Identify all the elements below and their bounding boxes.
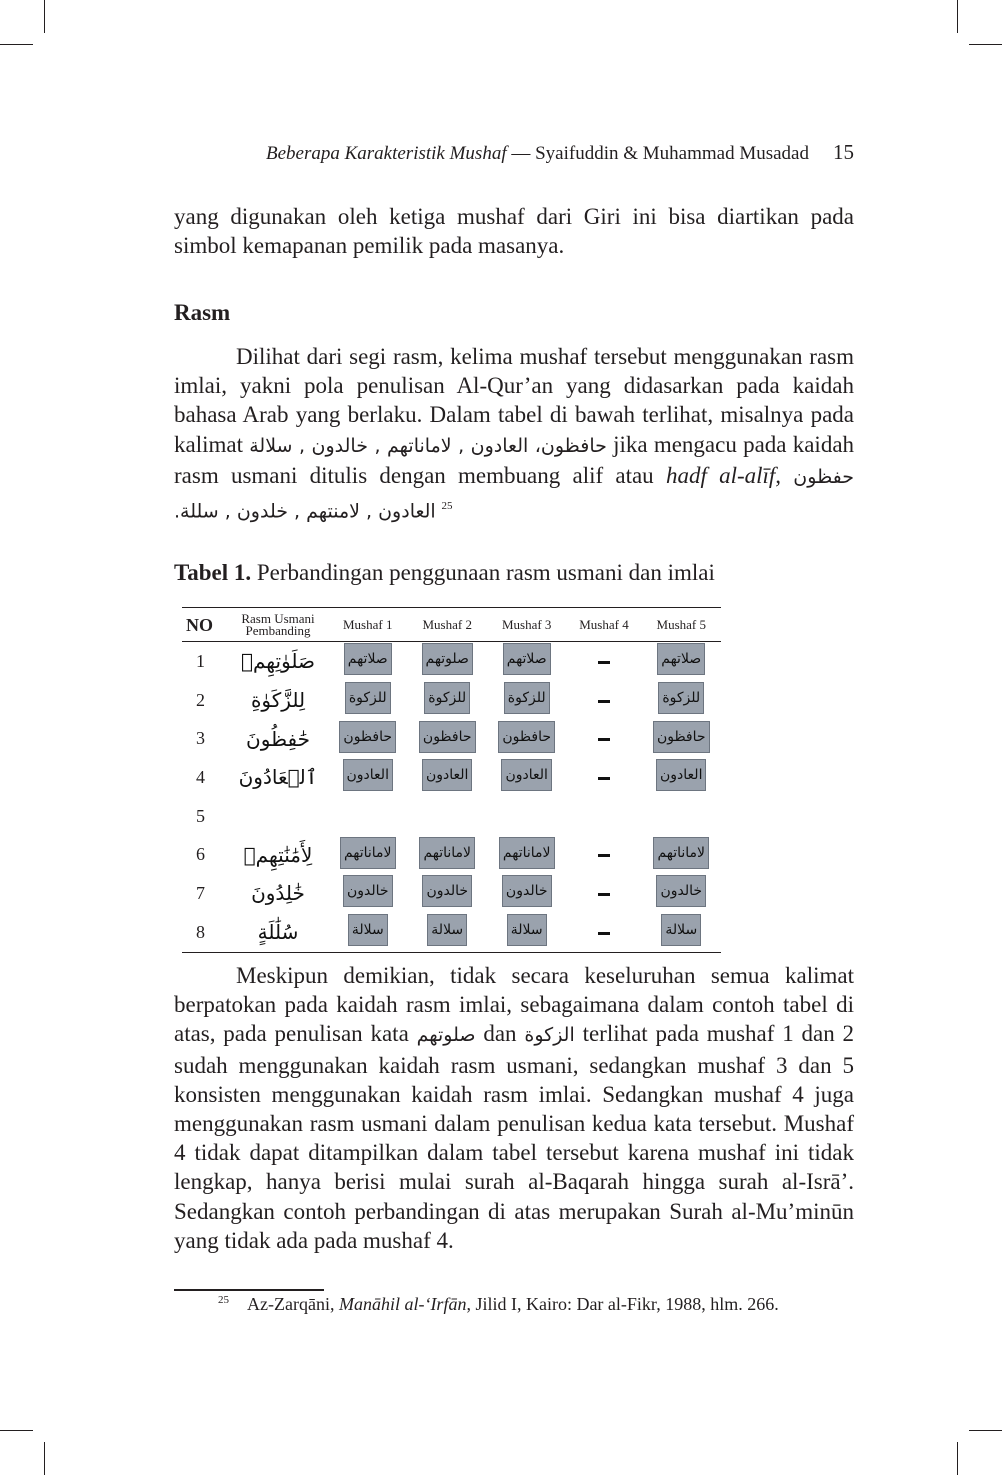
reference-word-cell bbox=[228, 719, 328, 758]
table-row bbox=[182, 913, 721, 952]
reference-word-cell bbox=[228, 874, 328, 913]
mushaf3-cell bbox=[487, 642, 566, 681]
row-number: 2 bbox=[196, 689, 205, 710]
mushaf1-cell bbox=[328, 797, 407, 836]
not-available-dash bbox=[598, 893, 610, 896]
paragraph-rasm-text1: Dilihat dari segi rasm, kelima mushaf tersebut menggunakan rasm imlai, yakni pola penulisan Al-Qur’an yang didasarkan pada kaidah bahasa Arab yang berlaku. Dalam tabel di bawah terlihat, misalnya pada kalimat bbox=[174, 344, 854, 457]
not-available-dash bbox=[598, 700, 610, 703]
mushaf5-cell bbox=[642, 642, 722, 681]
section-heading: Rasm bbox=[174, 300, 231, 325]
mushaf4-cell bbox=[566, 681, 641, 720]
row-number: 7 bbox=[196, 882, 205, 903]
paragraph-conclusion bbox=[174, 961, 854, 1255]
manuscript-excerpt-image: سلالة bbox=[507, 914, 547, 946]
mushaf3-cell bbox=[487, 758, 566, 797]
manuscript-excerpt-image: صلاتهم bbox=[503, 643, 551, 675]
manuscript-excerpt-image: صلوتهم bbox=[422, 643, 473, 675]
reference-word-cell bbox=[228, 642, 328, 681]
not-available-dash bbox=[598, 854, 610, 857]
table-row bbox=[182, 719, 721, 758]
manuscript-excerpt-image: العادون bbox=[501, 759, 551, 791]
crop-mark bbox=[969, 1430, 1002, 1431]
not-available-dash bbox=[598, 932, 610, 935]
manuscript-excerpt-image: سلالة bbox=[661, 914, 701, 946]
col-header-mushaf5: Mushaf 5 bbox=[642, 608, 722, 642]
mushaf4-cell bbox=[566, 642, 641, 681]
manuscript-excerpt-image: حافظون bbox=[419, 721, 476, 753]
reference-word: سُلَٰلَةٍ bbox=[257, 920, 299, 945]
rasm-comparison-table bbox=[182, 607, 721, 953]
row-number: 4 bbox=[196, 766, 205, 787]
manuscript-excerpt-image: صلاتهم bbox=[657, 643, 705, 675]
col-header-mushaf1: Mushaf 1 bbox=[328, 608, 407, 642]
col-header-reference: Rasm Usmani Pembanding bbox=[228, 608, 328, 642]
manuscript-excerpt-image: خالدون bbox=[656, 875, 706, 907]
not-available-dash bbox=[598, 777, 610, 780]
manuscript-excerpt-image: لاماناتهم bbox=[340, 837, 396, 869]
mushaf1-cell bbox=[328, 719, 407, 758]
footnote-ref[interactable]: 25 bbox=[441, 500, 453, 513]
reference-word-cell bbox=[228, 758, 328, 797]
footnote-rule bbox=[174, 1289, 324, 1291]
reference-word: حَٰفِظُونَ bbox=[246, 726, 310, 751]
manuscript-excerpt-image: للزكوة bbox=[658, 682, 704, 714]
col-header-mushaf2: Mushaf 2 bbox=[407, 608, 486, 642]
not-available-dash bbox=[598, 738, 610, 741]
manuscript-excerpt-image: العادون bbox=[656, 759, 706, 791]
footnote-rest: , Jilid I, Kairo: Dar al-Fikr, 1988, hlm. 266. bbox=[466, 1294, 779, 1314]
table-body bbox=[182, 642, 721, 953]
mushaf5-cell bbox=[642, 835, 722, 874]
manuscript-excerpt-image: حافظون bbox=[498, 721, 555, 753]
table-row bbox=[182, 835, 721, 874]
reference-word: لِأَمَٰنَٰتِهِمۡ bbox=[243, 842, 313, 867]
paragraph-conclusion-dan: dan bbox=[483, 1021, 517, 1047]
table-caption bbox=[174, 560, 715, 586]
mushaf4-cell bbox=[566, 719, 641, 758]
mushaf2-cell bbox=[407, 797, 486, 836]
arabic-word-zakah: الزكوة bbox=[524, 1024, 575, 1047]
mushaf4-cell bbox=[566, 758, 641, 797]
manuscript-excerpt-image: خالدون bbox=[343, 875, 393, 907]
mushaf5-cell bbox=[642, 797, 722, 836]
crop-mark bbox=[957, 1442, 958, 1475]
row-number: 6 bbox=[196, 844, 205, 865]
header-authors: — Syaifuddin & Muhammad Musadad bbox=[506, 143, 809, 164]
col-header-no: NO bbox=[182, 608, 228, 642]
mushaf3-cell bbox=[487, 874, 566, 913]
paragraph-conclusion-text1: Meskipun demikian, tidak secara keseluruhan semua kalimat berpatokan pada kaidah rasm imlai, sebagaimana dalam contoh tabel di atas, pada penulisan kata bbox=[174, 963, 854, 1047]
table-header-row bbox=[182, 608, 721, 642]
manuscript-excerpt-image: للزكوة bbox=[345, 682, 391, 714]
mushaf3-cell bbox=[487, 913, 566, 952]
row-number: 1 bbox=[196, 650, 205, 671]
reference-word: لِلزَّكَوٰةِ bbox=[250, 688, 306, 713]
footnote-number: 25 bbox=[218, 1294, 229, 1306]
manuscript-excerpt-image: العادون bbox=[343, 759, 393, 791]
reference-word-cell bbox=[228, 835, 328, 874]
header-title-italic: Beberapa Karakteristik Mushaf bbox=[265, 143, 507, 164]
paragraph-conclusion-text3: terlihat pada mushaf 1 dan 2 sudah menggunakan kaidah rasm usmani, sedangkan mushaf 3 dan 5 konsisten menggunakan kaidah rasm imlai. Sedangkan mushaf 4 juga menggunakan rasm usmani dalam penulisan kedua kata tersebut. Mushaf 4 tidak dapat ditampilkan dalam tabel tersebut karena mushaf ini tidak lengkap, hanya berisi mulai surah al-Baqarah hingga surah al-Isrā’. Sedangkan contoh perbandingan di atas merupakan Surah al-Mu’minūn yang tidak ada pada mushaf 4. bbox=[174, 1021, 855, 1253]
reference-word-cell bbox=[228, 681, 328, 720]
not-available-dash bbox=[598, 661, 610, 664]
table-row bbox=[182, 758, 721, 797]
footnote bbox=[218, 1294, 779, 1315]
mushaf1-cell bbox=[328, 681, 407, 720]
manuscript-excerpt-image: لاماناتهم bbox=[653, 837, 709, 869]
mushaf5-cell bbox=[642, 874, 722, 913]
reference-word: ٱلۡعَادُونَ bbox=[238, 765, 318, 790]
manuscript-excerpt-image: العادون bbox=[422, 759, 472, 791]
mushaf4-cell bbox=[566, 797, 641, 836]
paragraph-intro bbox=[174, 202, 854, 260]
arabic-words-imlai: حافظون، العادون , لاماناتهم , خالدون , سلالة bbox=[249, 434, 607, 457]
manuscript-excerpt-image: خالدون bbox=[502, 875, 552, 907]
paragraph-rasm-text2: jika mengacu pada kaidah rasm usmani ditulis dengan membuang alif atau bbox=[174, 431, 855, 488]
footnote-author: Az-Zarqāni, bbox=[247, 1294, 339, 1314]
term-hadf-al-alif: hadf al-alīf, bbox=[665, 462, 782, 488]
mushaf1-cell bbox=[328, 913, 407, 952]
mushaf2-cell bbox=[407, 681, 486, 720]
mushaf2-cell bbox=[407, 719, 486, 758]
table-caption-label: Tabel 1. bbox=[174, 560, 252, 585]
mushaf4-cell bbox=[566, 913, 641, 952]
arabic-words-usmani: حفظون العادون , لامنتهم , خلدون , سللة. bbox=[174, 465, 855, 523]
page-number: 15 bbox=[833, 140, 854, 164]
col-header-mushaf4: Mushaf 4 bbox=[566, 608, 641, 642]
running-header bbox=[174, 140, 854, 165]
mushaf5-cell bbox=[642, 681, 722, 720]
mushaf5-cell bbox=[642, 913, 722, 952]
mushaf5-cell bbox=[642, 758, 722, 797]
table-row bbox=[182, 797, 721, 836]
manuscript-excerpt-image: لاماناتهم bbox=[499, 837, 555, 869]
table-row bbox=[182, 681, 721, 720]
mushaf3-cell bbox=[487, 681, 566, 720]
mushaf2-cell bbox=[407, 642, 486, 681]
paragraph-intro-text: yang digunakan oleh ketiga mushaf dari Giri ini bisa diartikan pada simbol kemapanan pemilik pada masanya. bbox=[174, 204, 854, 259]
mushaf4-cell bbox=[566, 835, 641, 874]
crop-mark bbox=[44, 0, 45, 33]
col-header-mushaf3: Mushaf 3 bbox=[487, 608, 566, 642]
table-row bbox=[182, 874, 721, 913]
mushaf1-cell bbox=[328, 874, 407, 913]
table-caption-text: Perbandingan penggunaan rasm usmani dan imlai bbox=[251, 560, 715, 585]
reference-word: خَٰلِدُونَ bbox=[251, 881, 305, 906]
reference-word: صَلَوٰتِهِمۡ bbox=[240, 649, 316, 674]
mushaf3-cell bbox=[487, 835, 566, 874]
mushaf2-cell bbox=[407, 874, 486, 913]
header-title bbox=[266, 143, 809, 165]
reference-word-cell bbox=[228, 913, 328, 952]
mushaf3-cell bbox=[487, 719, 566, 758]
manuscript-excerpt-image: للزكوة bbox=[424, 682, 470, 714]
mushaf2-cell bbox=[407, 913, 486, 952]
manuscript-excerpt-image: صلاتهم bbox=[344, 643, 392, 675]
mushaf1-cell bbox=[328, 758, 407, 797]
crop-mark bbox=[44, 1442, 45, 1475]
reference-word-cell bbox=[228, 797, 328, 836]
mushaf2-cell bbox=[407, 758, 486, 797]
crop-mark bbox=[0, 44, 33, 45]
manuscript-excerpt-image: خالدون bbox=[422, 875, 472, 907]
manuscript-excerpt-image: للزكوة bbox=[504, 682, 550, 714]
manuscript-excerpt-image: لاماناتهم bbox=[419, 837, 475, 869]
table-row bbox=[182, 642, 721, 681]
manuscript-excerpt-image: حافظون bbox=[339, 721, 396, 753]
footnote-title: Manāhil al-‘Irfān bbox=[338, 1294, 467, 1314]
mushaf5-cell bbox=[642, 719, 722, 758]
crop-mark bbox=[957, 0, 958, 33]
mushaf4-cell bbox=[566, 874, 641, 913]
mushaf1-cell bbox=[328, 835, 407, 874]
row-number: 3 bbox=[196, 728, 205, 749]
mushaf1-cell bbox=[328, 642, 407, 681]
arabic-word-salawatihim: صلوتهم bbox=[416, 1024, 476, 1047]
manuscript-excerpt-image: سلالة bbox=[348, 914, 388, 946]
paragraph-rasm bbox=[174, 342, 854, 527]
crop-mark bbox=[0, 1430, 33, 1431]
row-number: 5 bbox=[196, 805, 205, 826]
mushaf2-cell bbox=[407, 835, 486, 874]
row-number: 8 bbox=[182, 913, 228, 952]
manuscript-excerpt-image: سلالة bbox=[427, 914, 467, 946]
manuscript-excerpt-image: حافظون bbox=[653, 721, 710, 753]
mushaf3-cell bbox=[487, 797, 566, 836]
crop-mark bbox=[969, 44, 1002, 45]
